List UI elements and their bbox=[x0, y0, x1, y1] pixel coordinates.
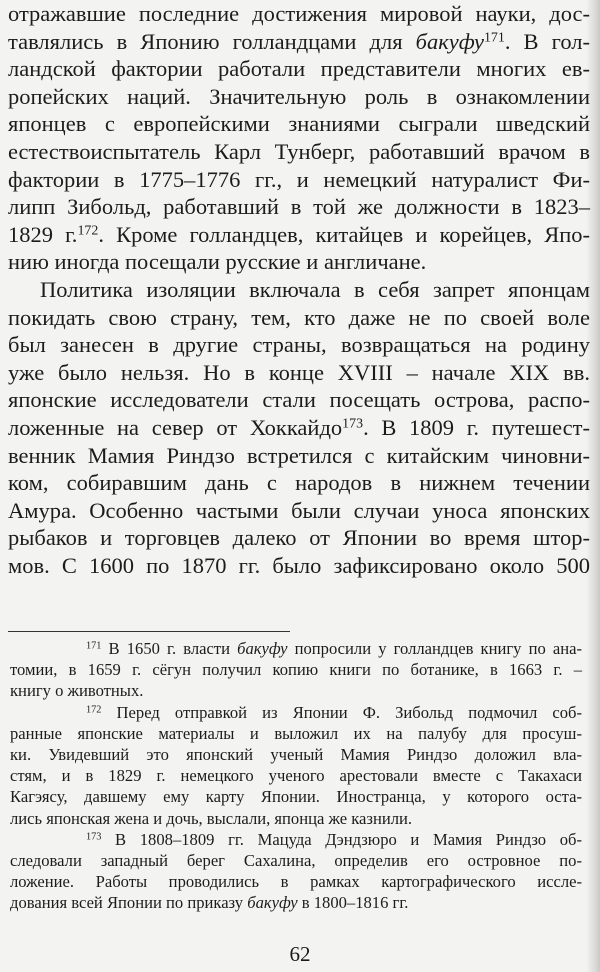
text-run: ландской фактории работали представители многих ев- bbox=[8, 56, 590, 82]
text-run: В 1650 г. власти bbox=[101, 639, 238, 658]
text-run: венник Мамия Риндзо встретился с китайским чиновни- bbox=[8, 442, 590, 468]
text-run: . Кроме голландцев, китайцев и корейцев, Япо- bbox=[98, 221, 590, 247]
text-run: ложение. Работы проводились в рамках картографического иссле- bbox=[10, 872, 582, 892]
footnote-line bbox=[10, 808, 582, 829]
text-run: был занесен в другие страны, возвращаться на родину bbox=[8, 332, 590, 358]
footnote-marker: 172 bbox=[77, 223, 99, 239]
text-run: ки. Увидевший это японский ученый Мамия Риндзо доложил вла- bbox=[10, 744, 582, 764]
text-run: дования всей Японии по приказу bbox=[10, 893, 248, 913]
text-run: в 1800–1816 гг. bbox=[297, 893, 409, 913]
footnote-line bbox=[10, 892, 582, 913]
text-run: покидать свою страну, тем, кто даже не по своей воле bbox=[8, 304, 590, 330]
text-run: отражавшие последние достижения мировой науки, дос- bbox=[8, 1, 590, 26]
text-line bbox=[8, 0, 590, 28]
page-number: 62 bbox=[289, 942, 311, 966]
text-line bbox=[8, 524, 590, 552]
text-line bbox=[8, 331, 590, 359]
text-line bbox=[8, 497, 590, 525]
text-run: книгу о животных. bbox=[10, 681, 144, 701]
text-run: В 1808–1809 гг. Мацуда Дэндзюро и Мамия Риндзо об- bbox=[101, 829, 582, 849]
text-line bbox=[8, 304, 590, 332]
text-line bbox=[8, 386, 590, 414]
text-line bbox=[8, 276, 590, 304]
text-line bbox=[8, 221, 590, 249]
text-run: ложенные на север от Хоккайдо bbox=[8, 414, 343, 440]
footnote-line bbox=[10, 829, 582, 850]
footnote-line bbox=[10, 723, 582, 744]
text-line bbox=[8, 166, 590, 194]
text-run: Политика изоляции включала в себя запрет японцам bbox=[40, 276, 590, 302]
text-run: следовали западный берег Сахалина, определив его островное по- bbox=[10, 850, 582, 870]
text-line bbox=[8, 138, 590, 166]
footnote-line bbox=[10, 786, 582, 807]
footnote-line bbox=[10, 765, 582, 786]
text-run: Кагэясу, давшему ему карту Японии. Иностранца, у которого оста- bbox=[10, 787, 582, 807]
text-run: липп Зибольд, работавший в той же должности в 1823– bbox=[8, 194, 590, 220]
text-line bbox=[8, 193, 590, 221]
text-run: японцев с европейскими знаниями сыграли шведский bbox=[8, 111, 590, 137]
text-run: Перед отправкой из Японии Ф. Зибольд подмочил соб- bbox=[101, 702, 582, 722]
text-line bbox=[8, 552, 590, 580]
footnote-line bbox=[10, 680, 582, 701]
text-run: фактории в 1775–1776 гг., и немецкий натуралист Фи- bbox=[8, 166, 590, 192]
text-run: ранные японские материалы и выложил их на палубу для просуш- bbox=[10, 723, 582, 743]
footnotes bbox=[10, 638, 582, 913]
text-run: рыбаков и торговцев далеко от Японии во время штор- bbox=[8, 525, 590, 551]
text-run: уже было нельзя. Но в конце XVIII – начале XIX вв. bbox=[8, 359, 590, 385]
text-run: 1829 г. bbox=[8, 221, 78, 247]
text-run: ропейских наций. Значительную роль в ознакомлении bbox=[8, 83, 590, 109]
text-line bbox=[8, 442, 590, 470]
text-run: японские исследователи стали посещать острова, распо- bbox=[8, 387, 590, 413]
italic-term: бакуфу bbox=[237, 639, 288, 658]
footnote-line bbox=[10, 659, 582, 680]
text-line bbox=[8, 55, 590, 83]
text-line bbox=[8, 469, 590, 497]
text-run: тавлялись в Японию голландцами для bbox=[8, 28, 416, 54]
footnote-marker: 171 bbox=[483, 29, 505, 45]
footnote-separator bbox=[8, 631, 290, 632]
text-run: Амура. Особенно частыми были случаи уноса японских bbox=[8, 497, 590, 523]
footnote-line bbox=[10, 638, 582, 659]
footnote-line bbox=[10, 850, 582, 871]
footnote-marker: 173 bbox=[86, 831, 102, 843]
footnote-line bbox=[10, 871, 582, 892]
text-line bbox=[8, 414, 590, 442]
text-run: томии, в 1659 г. сёгун получил копию книги по ботанике, в 1663 г. – bbox=[10, 660, 582, 680]
text-line bbox=[8, 359, 590, 387]
text-line bbox=[8, 110, 590, 138]
text-run: стям, и в 1829 г. немецкого ученого арестовали вместе с Такахаси bbox=[10, 766, 582, 786]
text-line bbox=[8, 28, 590, 56]
text-run: попросили у голландцев книгу по ана- bbox=[287, 639, 582, 658]
text-run: . В гол- bbox=[504, 28, 590, 54]
text-run: лись японская жена и дочь, выслали, японца же казнили. bbox=[10, 808, 413, 828]
text-run: нию иногда посещали русские и англичане. bbox=[8, 249, 427, 275]
italic-term: бакуфу bbox=[415, 28, 484, 54]
text-run: естествоиспытатель Карл Тунберг, работавший врачом в bbox=[8, 138, 590, 164]
footnote-marker: 171 bbox=[86, 640, 102, 652]
footnote-line bbox=[10, 702, 582, 723]
footnote-line bbox=[10, 744, 582, 765]
italic-term: бакуфу bbox=[247, 893, 298, 913]
footnote-marker: 173 bbox=[342, 416, 364, 432]
text-line bbox=[8, 248, 590, 276]
main-text bbox=[8, 0, 590, 579]
text-run: ком, собиравшим дань с народов в нижнем течении bbox=[8, 470, 590, 496]
text-run: мов. С 1600 по 1870 гг. было зафиксировано около 500 bbox=[8, 552, 590, 578]
text-line bbox=[8, 83, 590, 111]
footnote-marker: 172 bbox=[86, 703, 102, 715]
text-run: . В 1809 г. путешест- bbox=[363, 414, 590, 440]
